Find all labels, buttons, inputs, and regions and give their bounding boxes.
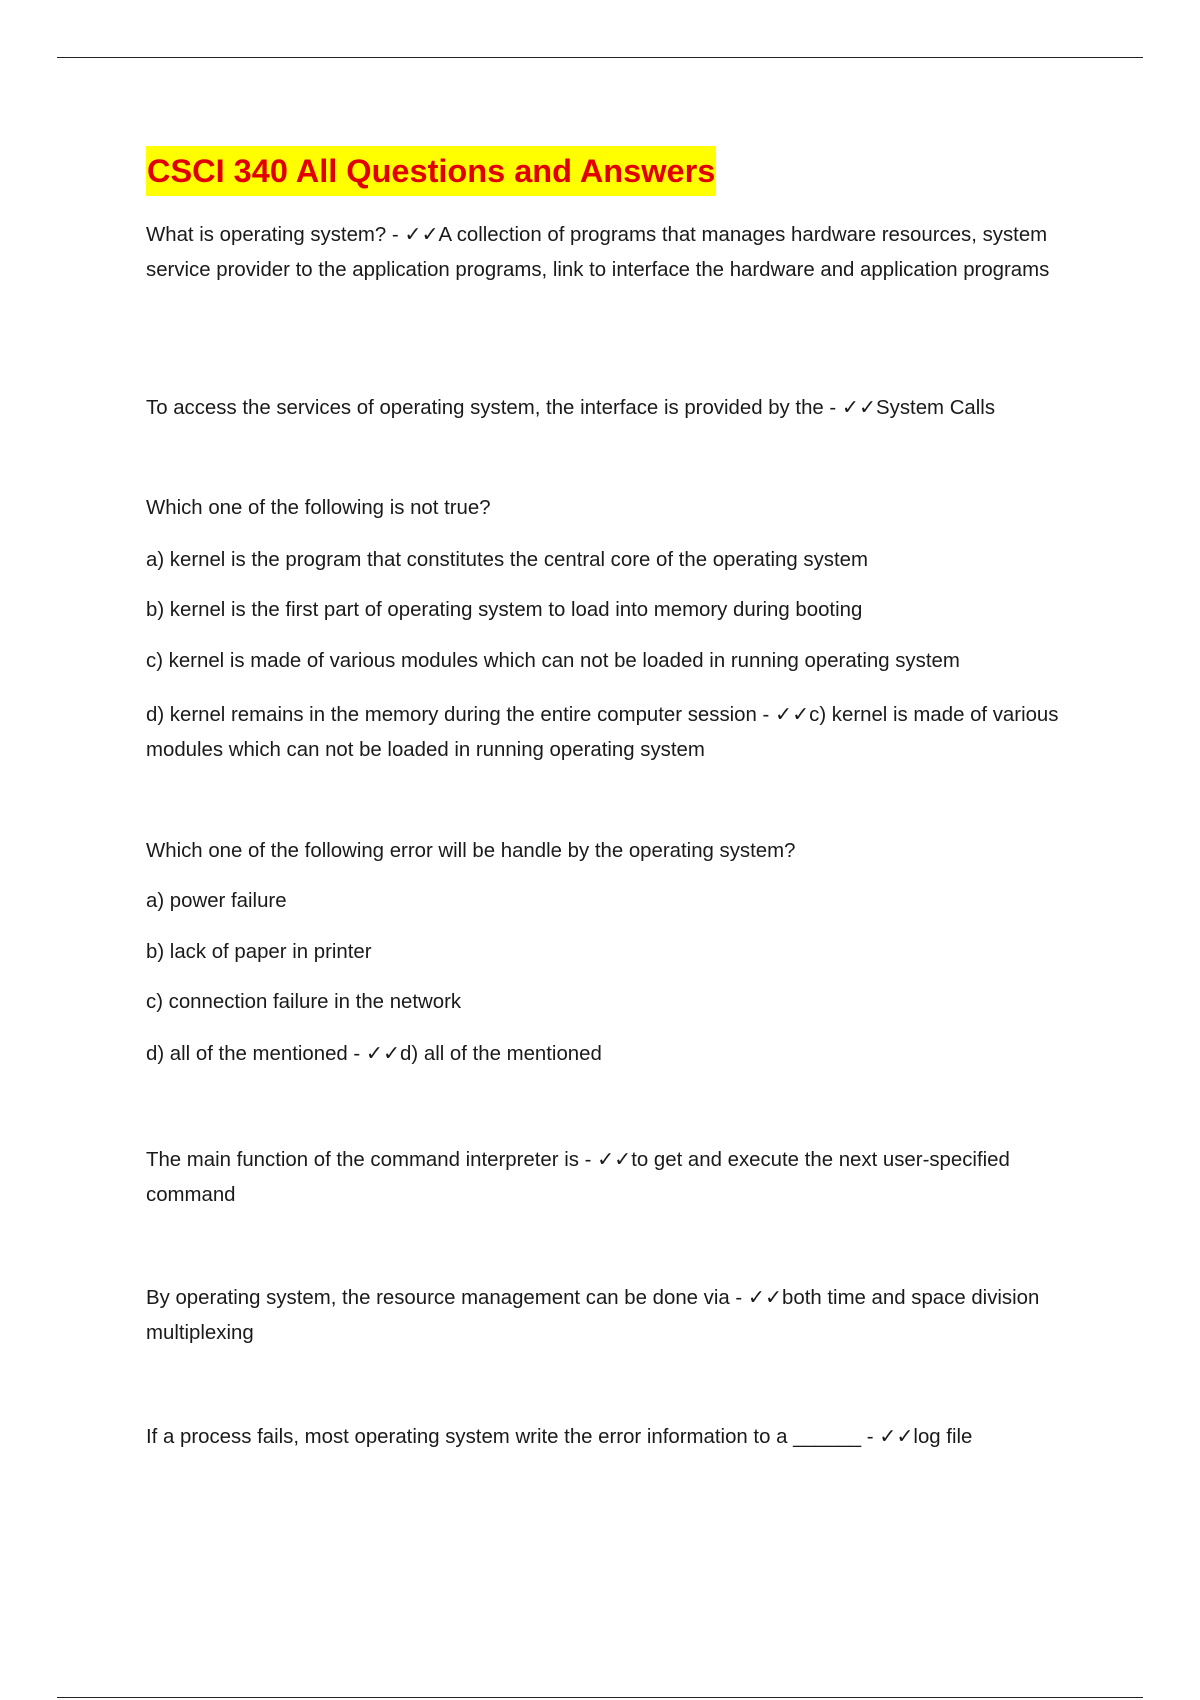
qa-4-question: Which one of the following error will be handle by the operating system? <box>146 840 796 862</box>
qa-4-option-a: a) power failure <box>146 890 287 912</box>
qa-4-option-b: b) lack of paper in printer <box>146 941 372 963</box>
qa-1-text: What is operating system? - ✓✓A collection of programs that manages hardware resources, system service provider to the application programs, link to interface the hardware and application programs <box>146 224 1050 281</box>
qa-4-option-d-answer: d) all of the mentioned - ✓✓d) all of the mentioned <box>146 1043 602 1065</box>
qa-3-option-c: c) kernel is made of various modules which can not be loaded in running operating system <box>146 650 960 672</box>
qa-3-option-a: a) kernel is the program that constitutes the central core of the operating system <box>146 549 868 571</box>
qa-4-option-c: c) connection failure in the network <box>146 991 462 1013</box>
qa-2-text: To access the services of operating system, the interface is provided by the - ✓✓System Calls <box>146 397 996 419</box>
qa-6-text: By operating system, the resource management can be done via - ✓✓both time and space division multiplexing <box>146 1287 1040 1344</box>
qa-7-text: If a process fails, most operating system write the error information to a ______ - ✓✓log file <box>146 1426 973 1448</box>
qa-3-option-b: b) kernel is the first part of operating system to load into memory during booting <box>146 599 863 621</box>
qa-3-option-d-answer: d) kernel remains in the memory during the entire computer session - ✓✓c) kernel is made of various modules which can not be loaded in running operating system <box>146 704 1059 761</box>
document-title: CSCI 340 All Questions and Answers <box>146 146 716 196</box>
header-rule <box>57 57 1143 58</box>
footer-rule <box>57 1697 1143 1698</box>
qa-3-question: Which one of the following is not true? <box>146 497 491 519</box>
qa-5-text: The main function of the command interpreter is - ✓✓to get and execute the next user-specified command <box>146 1149 1010 1206</box>
